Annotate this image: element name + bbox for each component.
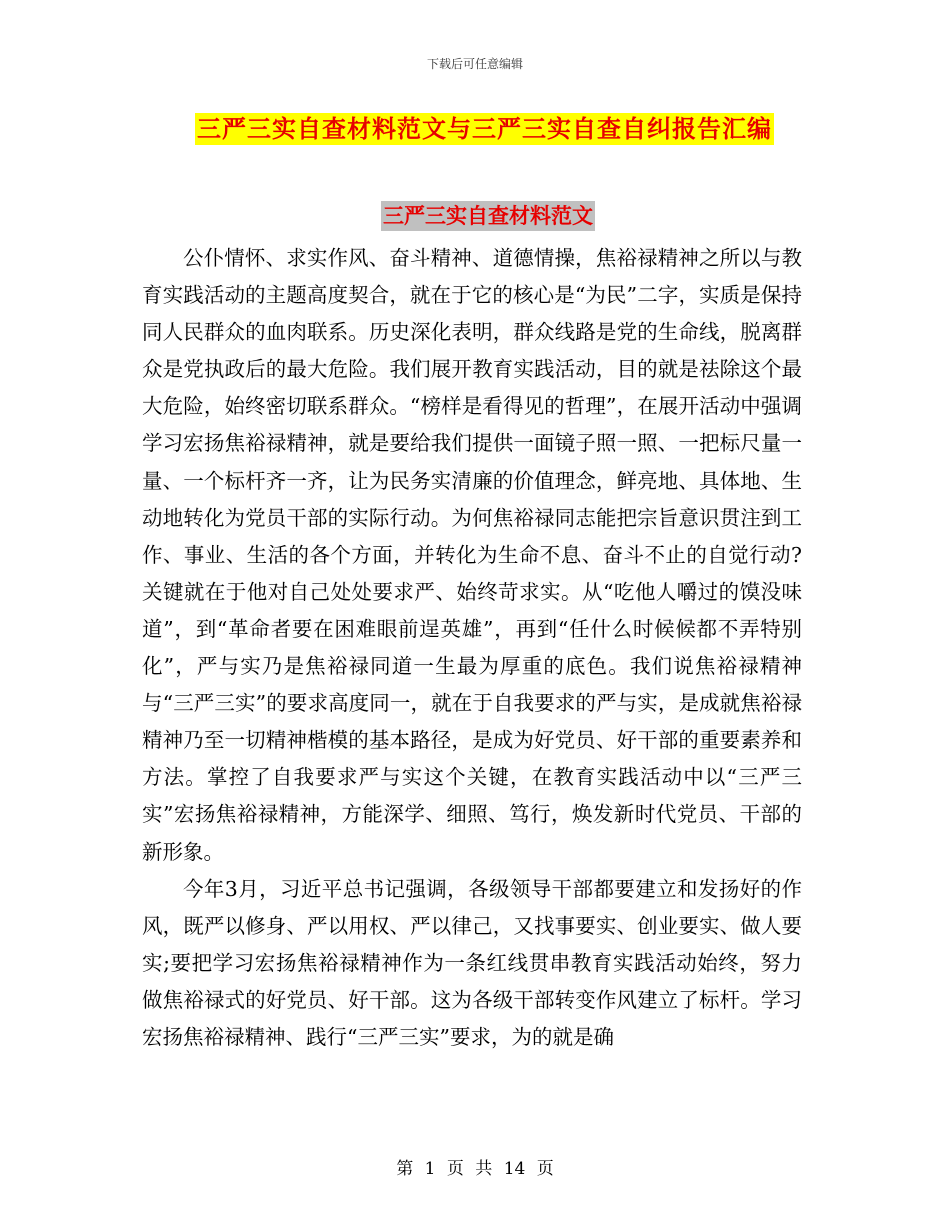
paragraph-1: 公仆情怀、求实作风、奋斗精神、道德情操，焦裕禄精神之所以与教育实践活动的主题高度契合，就在于它的核心是“为民”二字，实质是保持同人民群众的血肉联系。历史深化表明，群众线路是党的生命线，脱离群众是党执政后的最大危险。我们展开教育实践活动，目的就是祛除这个最大危险，始终密切联系群众。“榜样是看得见的哲理”，在展开活动中强调学习宏扬焦裕禄精神，就是要给我们提供一面镜子照一照、一把标尺量一量、一个标杆齐一齐，让为民务实清廉的价值理念，鲜亮地、具体地、生动地转化为党员干部的实际行动。为何焦裕禄同志能把宗旨意识贯注到工作、事业、生活的各个方面，并转化为生命不息、奋斗不止的自觉行动?关键就在于他对自己处处要求严、始终苛求实。从“吃他人嚼过的馍没味道”，到“革命者要在困难眼前逞英雄”，再到“任什么时候候都不弄特别化”，严与实乃是焦裕禄同道一生最为厚重的底色。我们说焦裕禄精神与“三严三实”的要求高度同一，就在于自我要求的严与实，是成就焦裕禄精神乃至一切精神楷模的基本路径，是成为好党员、好干部的重要素养和方法。掌控了自我要求严与实这个关键，在教育实践活动中以“三严三实”宏扬焦裕禄精神，方能深学、细照、笃行，焕发新时代党员、干部的新形象。 (142, 246, 802, 864)
section-heading: 三严三实自查材料范文 (381, 201, 595, 231)
document-title: 三严三实自查材料范文与三严三实自查自纠报告汇编 (197, 114, 772, 143)
page-number-footer: 第 1 页 共 14 页 (396, 1159, 554, 1179)
document-body (142, 240, 802, 1056)
header-note: 下载后可任意编辑 (426, 57, 523, 71)
paragraph-2: 今年3月，习近平总书记强调，各级领导干部都要建立和发扬好的作风，既严以修身、严以用权、严以律己，又找事要实、创业要实、做人要实;要把学习宏扬焦裕禄精神作为一条红线贯串教育实践活动始终，努力做焦裕禄式的好党员、好干部。这为各级干部转变作风建立了标杆。学习宏扬焦裕禄精神、践行“三严三实”要求，为的就是确 (142, 876, 802, 1049)
